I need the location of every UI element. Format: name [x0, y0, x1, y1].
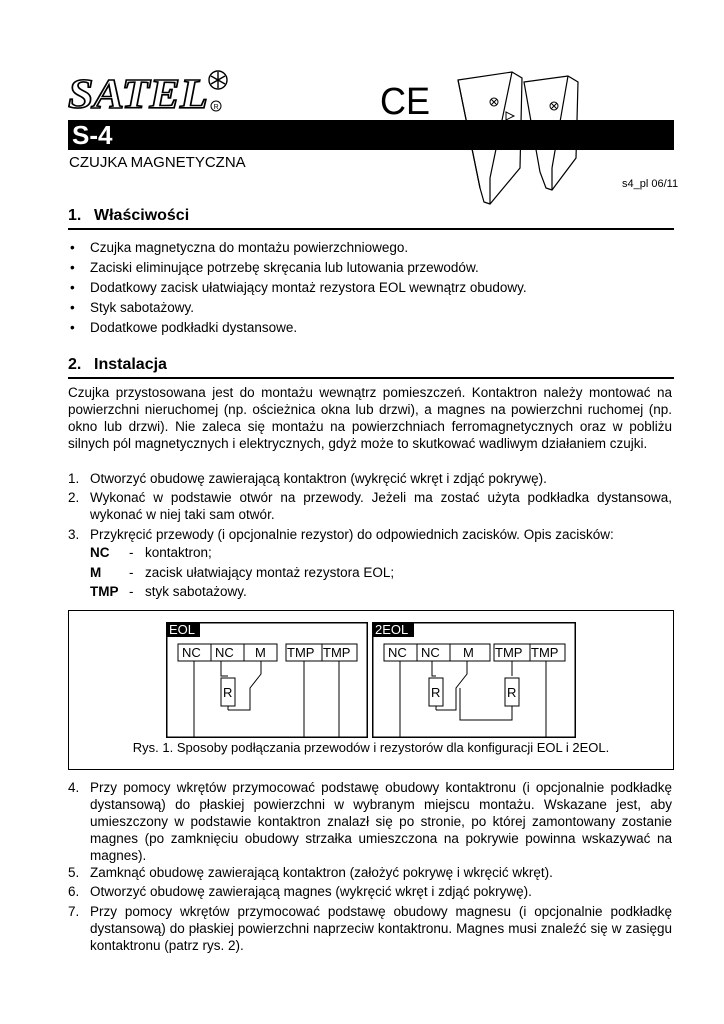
eol-diagram [166, 622, 368, 738]
svg-text:NC: NC [388, 645, 407, 660]
step-5: 5. Zamknąć obudowę zawierającą kontaktron (założyć pokrywę i wkręcić wkręt). [68, 865, 553, 880]
svg-text:NC: NC [182, 645, 201, 660]
product-subtitle: CZUJKA MAGNETYCZNA [69, 154, 246, 171]
2eol-label: 2EOL [375, 622, 409, 637]
svg-text:R: R [223, 685, 233, 700]
ce-mark [380, 82, 432, 116]
features-list [68, 238, 527, 338]
terminal-m: M - zacisk ułatwiający montaż rezystora EOL; [90, 565, 395, 580]
list-item: • Zaciski eliminujące potrzebę skręcania lub lutowania przewodów. [68, 258, 527, 278]
list-item: • Czujka magnetyczna do montażu powierzchniowego. [68, 238, 527, 258]
terminal-tmp: TMP - styk sabotażowy. [90, 584, 247, 599]
svg-text:TMP: TMP [323, 645, 351, 660]
2eol-diagram [372, 622, 576, 738]
list-item: • Styk sabotażowy. [68, 298, 527, 318]
step-6: 6. Otworzyć obudowę zawierającą magnes (wykręcić wkręt i zdjąć pokrywę). [68, 884, 532, 899]
svg-text:NC: NC [215, 645, 234, 660]
svg-text:R: R [213, 104, 219, 111]
step-7: 7. Przy pomocy wkrętów przymocować podstawę obudowy magnesu (i opcjonalnie podkładkę dystansową) do płaskiej powierzchni naprzeciw kontaktronu. Magnes musi znaleźć się w zasięgu kontaktronu (patrz rys. 2). [68, 904, 672, 953]
svg-text:R: R [431, 685, 441, 700]
svg-text:TMP: TMP [531, 645, 559, 660]
document-version: s4_pl 06/11 [622, 178, 679, 190]
list-item: • Dodatkowy zacisk ułatwiający montaż rezystora EOL wewnątrz obudowy. [68, 278, 527, 298]
step-3: 3. Przykręcić przewody (i opcjonalnie rezystor) do odpowiednich zacisków. Opis zacisków: [68, 527, 614, 542]
svg-text:NC: NC [421, 645, 440, 660]
title-bar [68, 120, 674, 150]
installation-intro: Czujka przystosowana jest do montażu wewnątrz pomieszczeń. Kontaktron należy montować na powierzchni nieruchomej (np. ościeżnica okna lub drzwi), a magnes na powierzchni ruchomej (np. okno lub drzwi). Nie zaleca się montażu na powierzchniach ferromagnetycznych oraz w pobliżu silnych pól magnetycznych i elektrycznych, gdyż może to skutkować wadliwym działaniem czujki. [68, 385, 672, 451]
svg-text:R: R [507, 685, 517, 700]
figure-caption: Rys. 1. Sposoby podłączania przewodów i rezystorów dla konfiguracji EOL i 2EOL. [132, 740, 610, 755]
ce-mark-text: CE [380, 82, 430, 116]
svg-text:TMP: TMP [495, 645, 523, 660]
list-item: • Dodatkowe podkładki dystansowe. [68, 318, 527, 338]
svg-text:M: M [463, 645, 474, 660]
eol-label: EOL [169, 622, 196, 637]
svg-text:TMP: TMP [287, 645, 315, 660]
svg-text:M: M [255, 645, 266, 660]
satel-logo-text: SATEL [68, 72, 208, 116]
step-1: 1. Otworzyć obudowę zawierającą kontaktron (wykręcić wkręt i zdjąć pokrywę). [68, 471, 547, 486]
step-4: 4. Przy pomocy wkrętów przymocować podstawę obudowy kontaktronu (i opcjonalnie podkładkę dystansową) do płaskiej powierzchni w wybranym miejscu montażu. Wskazane jest, aby umieszczony w podstawie kontaktron znalazł się po stronie, po której zamontowany zostanie magnes (po zamknięciu obudowy strzałka umieszczona na pokrywie powinna wskazywać na magnes). [68, 780, 672, 863]
step-2: 2. Wykonać w podstawie otwór na przewody. Jeżeli ma zostać użyta podkładka dystansowa, wykonać w niej taki sam otwór. [68, 490, 672, 522]
section-2-heading: 2. Instalacja [68, 355, 674, 379]
section-1-heading: 1. Właściwości [68, 206, 674, 230]
terminal-nc: NC - kontaktron; [90, 545, 212, 560]
satel-logo [68, 68, 228, 116]
product-title: S-4 [72, 120, 113, 150]
